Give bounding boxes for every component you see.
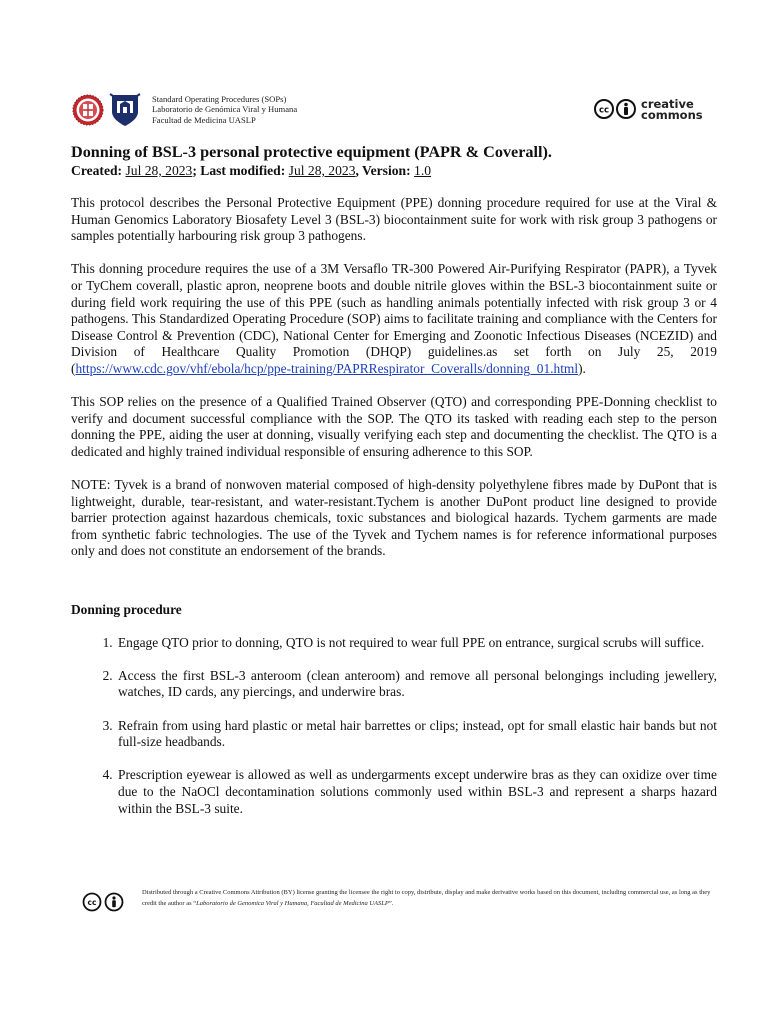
svg-text:cc: cc: [598, 105, 610, 116]
university-crest-icon: [108, 92, 142, 128]
procedure-heading: Donning procedure: [71, 602, 182, 618]
note-paragraph: NOTE: Tyvek is a brand of nonwoven material composed of high-density polyethylene fibres made by DuPont that is lightweight, durable, tear-resistant, and water-resistant.Tychem is another DuPont product line designed to provide barrier protection against hazardous chemicals, toxic substances and biological hazards. Tychem garments are made from synthetic fabric technologies. The use of the Tyvek and Tychem names is for reference informational purposes only and does not constitute an endorsement of the brands.: [71, 477, 717, 559]
meta-colon: :: [280, 163, 286, 178]
version-number: 1.0: [414, 163, 432, 178]
page-footer: [82, 888, 718, 918]
requirements-end: ).: [578, 360, 586, 376]
procedure-step: 3. Refrain from using hard plastic or metal hair barrettes or clips; instead, opt for small elastic hair bands but not full-size headbands.: [116, 718, 717, 751]
created-label: Created:: [71, 163, 123, 178]
requirements-text: This donning procedure requires the use of a 3M Versaflo TR-300 Powered Air-Purifying Respirator (PAPR), a Tyvek or TyChem coverall, plastic apron, neoprene boots and double nitrile gloves within the BSL-3 biocontainment suite or during field work requiring the use of this PPE (such as handling animals potentially infected with risk group 3 or 4 pathogens. This Standardized Operating Procedure (SOP) aims to facilitate training and compliance with the Centers for Disease Control & Prevention (CDC), National Center for Emerging and Zoonotic Infectious Diseases (NCEZID) and Division of Healthcare Quality Promotion (DHQP) guidelines.as set forth on July 25, 2019 (: [71, 261, 717, 376]
requirements-paragraph: [71, 261, 717, 377]
procedure-step: 2. Access the first BSL-3 anteroom (clean anteroom) and remove all personal belongings including jewellery, watches, ID cards, any piercings, and underwire bras.: [116, 668, 717, 701]
document-title: Donning of BSL-3 personal protective equipment (PAPR & Coverall).: [71, 143, 552, 161]
procedure-steps-list: [71, 635, 717, 818]
license-text-end: ”.: [388, 899, 394, 907]
license-notice: [142, 888, 718, 909]
modified-date: Jul 28, 2023: [288, 163, 356, 178]
created-date: Jul 28, 2023: [125, 163, 193, 178]
license-author: Laboratorio de Genomica Viral y Humana, Facultad de Medicina UASLP: [196, 899, 389, 907]
header-institution-text: [152, 94, 297, 125]
page-header: [72, 92, 712, 132]
faculty-seal-icon: [72, 94, 104, 126]
document-meta: [71, 162, 717, 179]
procedure-step: 1. Engage QTO prior to donning, QTO is not required to wear full PPE on entrance, surgical scrubs will suffice.: [116, 635, 717, 652]
intro-paragraph: This protocol describes the Personal Protective Equipment (PPE) donning procedure required for use at the Viral & Human Genomics Laboratory Biosafety Level 3 (BSL-3) biocontainment suite for work with risk group 3 pathogens or samples potentially harbouring risk group 3 pathogens.: [71, 195, 717, 244]
svg-text:cc: cc: [87, 898, 97, 907]
header-line-3: Facultad de Medicina UASLP: [152, 114, 256, 125]
license-text-start: Distributed through a Creative Commons Attribution (BY) license granting the licensee the right to copy, distribute, display and make derivative works based on this document, including commercial use, as long as they credit the author as “: [142, 889, 711, 907]
cc-by-icon: [82, 892, 128, 912]
creative-commons-logo-icon: [594, 96, 712, 122]
header-line-2: Laboratorio de Genómica Viral y Humana: [152, 104, 298, 115]
version-label: , Version:: [355, 163, 411, 178]
procedure-step: 4. Prescription eyewear is allowed as well as undergarments except underwire bras as they can oxidize over time due to the NaOCl decontamination solutions commonly used within BSL-3 and represent a sharps hazard within the BSL-3 suite.: [116, 767, 717, 817]
meta-separator: ;: [192, 163, 197, 178]
cc-word-creative: creative: [641, 97, 694, 111]
qto-paragraph: This SOP relies on the presence of a Qualified Trained Observer (QTO) and corresponding PPE-Donning checklist to verify and document successful compliance with the SOP. The QTO its tasked with reading each step to the person donning the PPE, aiding the user at donning, visually verifying each step and documenting the checklist. The QTO is a dedicated and highly trained individual responsible of ensuring adherence to this SOP.: [71, 394, 717, 459]
document-body: [71, 143, 717, 834]
cdc-guidelines-link[interactable]: https://www.cdc.gov/vhf/ebola/hcp/ppe-training/PAPRRespirator_Coveralls/donning_01.html: [75, 360, 579, 376]
header-line-1: Standard Operating Procedures (SOPs): [152, 94, 287, 104]
cc-word-commons: commons: [641, 108, 703, 122]
modified-label: Last modified: [200, 163, 281, 178]
